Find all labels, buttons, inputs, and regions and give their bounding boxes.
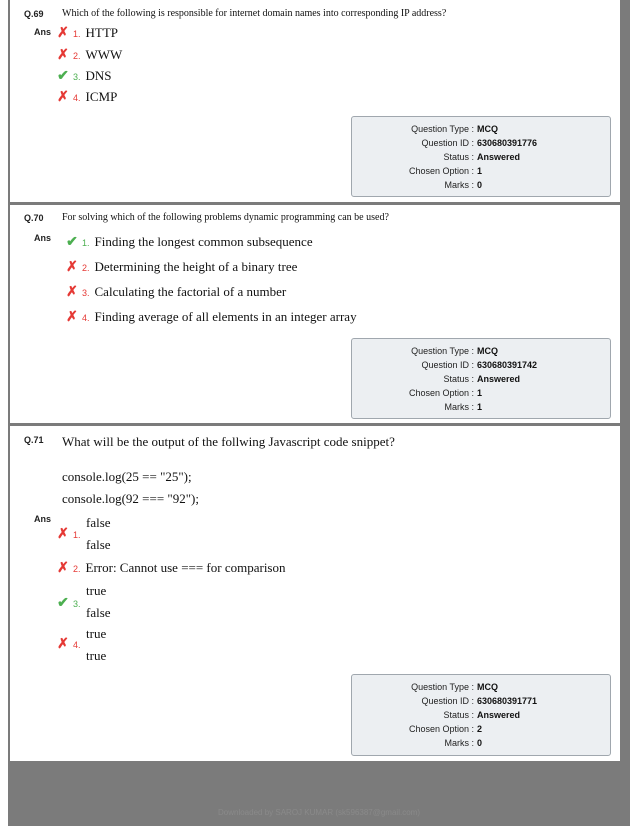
option-text: ICMP [85,89,118,104]
meta-chosen-option: Chosen Option : 1 [408,388,483,398]
answer-label: Ans [34,514,52,524]
answer-label: Ans [34,27,52,37]
option-text-line: true [86,583,107,598]
option-text: Calculating the factorial of a number [94,284,287,299]
cross-icon: ✗ [57,24,69,40]
code-line-1: console.log(25 == "25"); [62,469,192,484]
option-2 [65,259,297,275]
meta-chosen-option: Chosen Option : 1 [408,166,483,176]
option-text-line: false [86,515,111,530]
cross-icon: ✗ [57,559,69,575]
meta-chosen-option: Chosen Option : 2 [408,724,483,734]
check-icon: ✔ [57,67,69,83]
option-2 [56,560,286,576]
question-meta-box [351,674,611,756]
option-1 [65,234,313,250]
option-number: 4. [73,93,81,103]
question-text: Which of the following is responsible for internet domain names into corresponding IP address? [62,8,447,19]
option-text: DNS [85,68,112,83]
option-number: 4. [82,313,90,323]
meta-question-type: Question Type : MCQ [411,346,498,356]
question-number: Q.70 [24,213,44,223]
cross-icon: ✗ [57,46,69,62]
cross-icon: ✗ [66,308,78,324]
answer-label: Ans [34,233,52,243]
meta-question-type: Question Type : MCQ [411,124,498,134]
option-text: HTTP [85,25,119,40]
option-number: 3. [73,599,81,609]
option-text: Finding the longest common subsequence [94,234,313,249]
cross-icon: ✗ [66,258,78,274]
option-number: 1. [73,29,81,39]
check-icon: ✔ [57,594,69,610]
option-number: 4. [73,640,81,650]
question-meta-box [351,116,611,197]
option-1 [56,25,118,41]
question-number: Q.69 [24,9,44,19]
meta-status: Status : Answered [443,710,521,720]
question-card-70 [10,205,620,423]
cross-icon: ✗ [66,283,78,299]
option-number: 3. [73,72,81,82]
code-line-2: console.log(92 === "92"); [62,491,199,506]
meta-status: Status : Answered [443,374,521,384]
question-card-71 [10,426,620,761]
option-text: WWW [85,47,123,62]
option-number: 2. [73,51,81,61]
option-text: Error: Cannot use === for comparison [85,560,286,575]
question-number: Q.71 [24,435,44,445]
question-text: What will be the output of the follwing Javascript code snippet? [62,434,395,449]
option-number: 3. [82,288,90,298]
option-4 [65,309,357,325]
meta-question-id: Question ID : 630680391771 [421,696,538,706]
option-text: Determining the height of a binary tree [94,259,298,274]
cross-icon: ✗ [57,525,69,541]
option-4 [56,89,117,105]
option-text-line: false [86,605,111,620]
meta-marks: Marks : 1 [444,402,483,412]
option-number: 2. [73,564,81,574]
option-2 [56,47,122,63]
cross-icon: ✗ [57,88,69,104]
meta-question-type: Question Type : MCQ [411,682,498,692]
meta-marks: Marks : 0 [444,180,483,190]
option-number: 1. [82,238,90,248]
meta-marks: Marks : 0 [444,738,483,748]
option-text-line: true [86,626,107,641]
meta-question-id: Question ID : 630680391742 [421,360,538,370]
question-text: For solving which of the following problems dynamic programming can be used? [62,212,389,223]
option-3 [65,284,286,300]
option-text: Finding average of all elements in an integer array [94,309,357,324]
question-meta-box [351,338,611,419]
meta-question-id: Question ID : 630680391776 [421,138,538,148]
option-text-line: true [86,648,107,663]
question-card-69 [10,0,620,202]
option-number: 2. [82,263,90,273]
download-footer: Downloaded by SAROJ KUMAR (sk596387@gmail.com) [218,808,420,817]
meta-status: Status : Answered [443,152,521,162]
option-text-line: false [86,537,111,552]
option-3 [56,68,112,84]
option-number: 1. [73,530,81,540]
cross-icon: ✗ [57,635,69,651]
check-icon: ✔ [66,233,78,249]
